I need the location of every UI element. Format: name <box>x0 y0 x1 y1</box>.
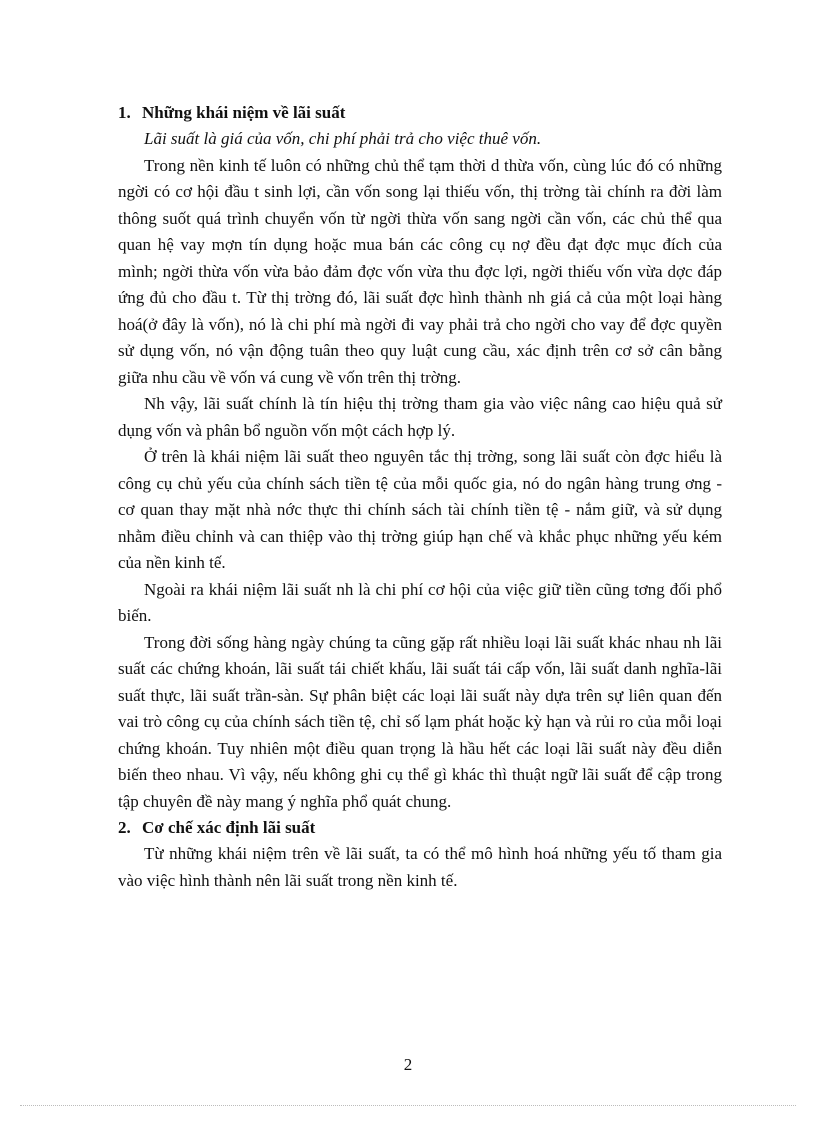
section-2-number: 2. <box>118 818 131 837</box>
definition-paragraph: Lãi suất là giá của vốn, chi phí phải trả cho việc thuê vốn. <box>144 129 542 148</box>
section-1-title: Những khái niệm về lãi suất <box>142 103 346 122</box>
section-2-title: Cơ chế xác định lãi suất <box>142 818 316 837</box>
section-1-heading <box>118 100 722 126</box>
page-bottom-divider <box>20 1105 796 1106</box>
page-content <box>118 100 722 894</box>
section-1-number: 1. <box>118 103 131 122</box>
body-paragraph: Trong đời sống hàng ngày chúng ta cũng gặp rất nhiều loại lãi suất khác nhau nh lãi suất các chứng khoán, lãi suất tái chiết khấu, lãi suất tái cấp vốn, lãi suất danh nghĩa-lãi suất thực, lãi suất trần-sàn. Sự phân biệt các loại lãi suất này dựa trên sự liên quan đến vai trò công cụ của chính sách tiền tệ, chỉ số lạm phát hoặc kỳ hạn và rủi ro của mỗi loại chứng khoán. Tuy nhiên một điều quan trọng là hầu hết các loại lãi suất này đều diễn biến theo nhau. Vì vậy, nếu không ghi cụ thể gì khác thì thuật ngữ lãi suất để cập trong tập chuyên đề này mang ý nghĩa phổ quát chung. <box>118 632 722 811</box>
body-paragraph: Từ những khái niệm trên về lãi suất, ta có thể mô hình hoá những yếu tố tham gia vào việc hình thành nên lãi suất trong nền kinh tế. <box>118 844 722 890</box>
body-paragraph: Nh vậy, lãi suất chính là tín hiệu thị trờng tham gia vào việc nâng cao hiệu quả sử dụng vốn và phân bổ nguồn vốn một cách hợp lý. <box>118 394 722 440</box>
page-number: 2 <box>403 1055 413 1074</box>
section-2-heading <box>118 815 722 841</box>
body-paragraph: Trong nền kinh tế luôn có những chủ thể tạm thời d thừa vốn, cùng lúc đó có những ngời có cơ hội đầu t sinh lợi, cần vốn song lại thiếu vốn, thị trờng tài chính ra đời làm thông suốt quá trình chuyển vốn từ ngời thừa vốn sang ngời cần vốn, các chủ thể qua quan hệ vay mợn tín dụng hoặc mua bán các công cụ nợ đều đạt đợc mục đích của mình; ngời thừa vốn vừa bảo đảm đợc vốn vừa thu đợc lợi, ngời thiếu vốn vừa dợc đáp ứng đủ cho đầu t. Từ thị trờng đó, lãi suất đợc hình thành nh giá cả của một loại hàng hoá(ở đây là vốn), nó là chi phí mà ngời đi vay phải trả cho ngời cho vay để đợc quyền sử dụng vốn, nó vận động tuân theo quy luật cung cầu, xác định trên cơ sở cân bằng giữa nhu cầu về vốn vá cung về vốn trên thị trờng. <box>118 155 722 387</box>
body-paragraph: Ngoài ra khái niệm lãi suất nh là chi phí cơ hội của việc giữ tiền cũng tơng đối phổ biến. <box>118 579 722 625</box>
body-paragraph: Ở trên là khái niệm lãi suất theo nguyên tắc thị trờng, song lãi suất còn đợc hiểu là công cụ chủ yếu của chính sách tiền tệ của mỗi quốc gia, nó do ngân hàng trung ơng - cơ quan thay mặt nhà nớc thực thi chính sách tài chính tiền tệ - nắm giữ, và sử dụng nhằm điều chỉnh và can thiệp vào thị trờng giúp hạn chế và khắc phục những yếu kém của nền kinh tế. <box>118 447 722 572</box>
